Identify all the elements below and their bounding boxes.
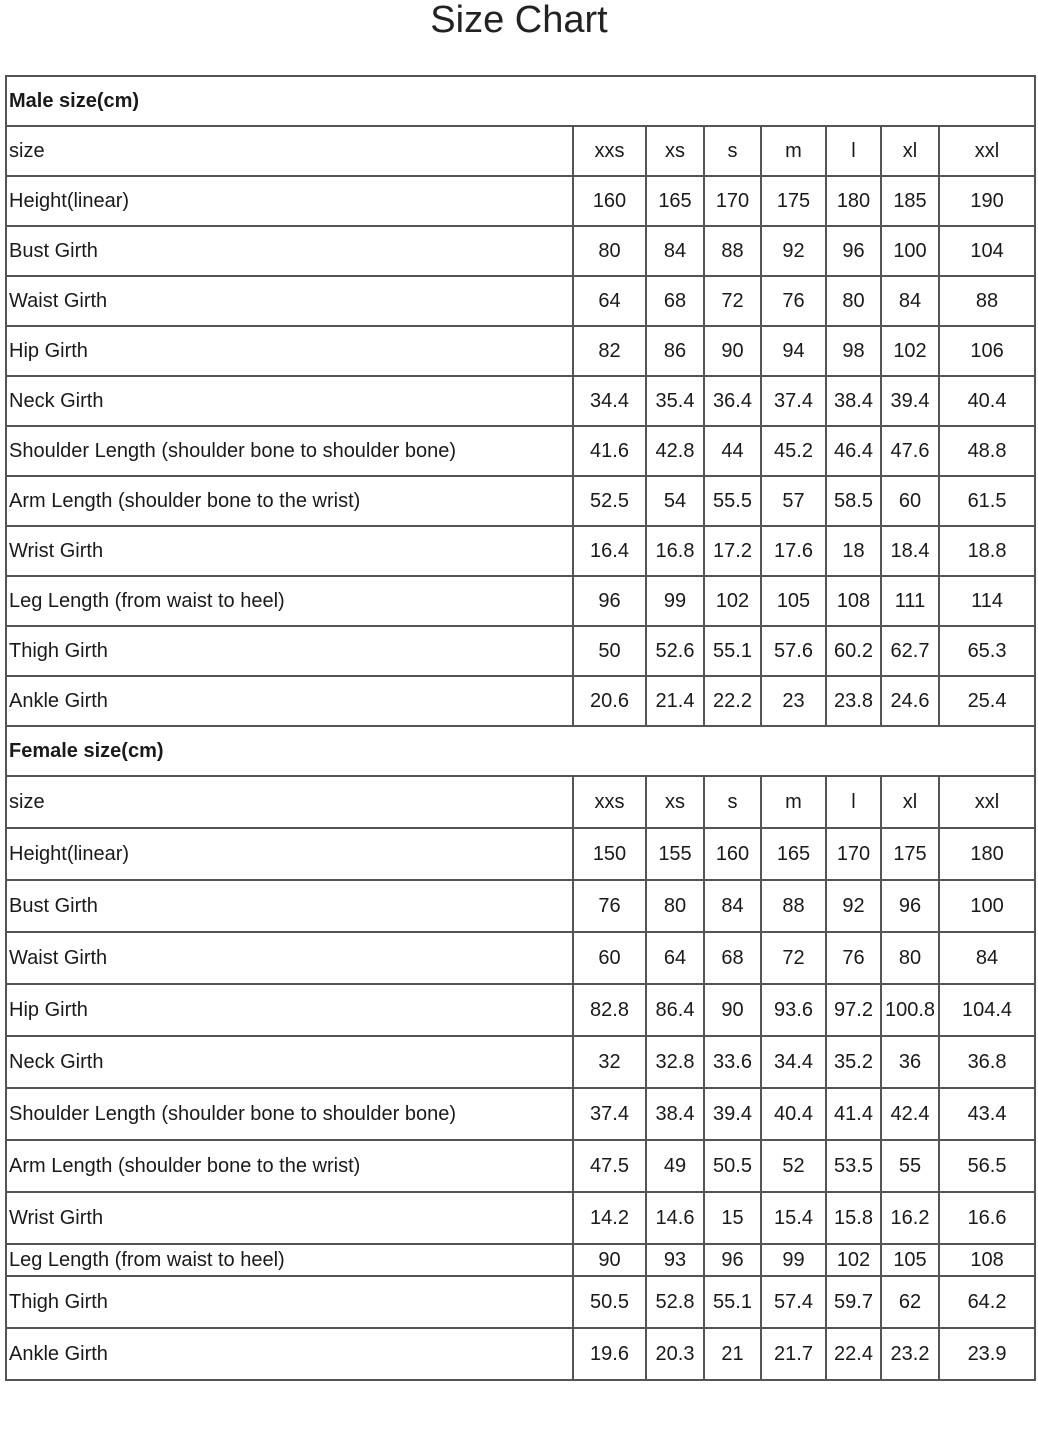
table-cell: 90 [573,1244,646,1276]
table-cell: 16.4 [573,526,646,576]
table-cell: 106 [939,326,1035,376]
table-cell: 90 [704,326,761,376]
table-cell: 22.2 [704,676,761,726]
table-cell: 170 [826,828,881,880]
table-cell: 100 [881,226,939,276]
table-row [6,880,1035,932]
table-cell: 57.6 [761,626,826,676]
table-row [6,828,1035,880]
table-cell: 99 [761,1244,826,1276]
table-cell: 14.2 [573,1192,646,1244]
row-label: Wrist Girth [6,1192,573,1244]
row-label: Hip Girth [6,984,573,1036]
table-cell: 76 [761,276,826,326]
size-header-cell: l [826,126,881,176]
table-cell: 52.5 [573,476,646,526]
table-cell: 62.7 [881,626,939,676]
table-cell: 155 [646,828,704,880]
row-label: Hip Girth [6,326,573,376]
table-cell: 65.3 [939,626,1035,676]
table-cell: 102 [881,326,939,376]
table-row [6,276,1035,326]
table-cell: 39.4 [704,1088,761,1140]
table-cell: 62 [881,1276,939,1328]
table-cell: 84 [646,226,704,276]
table-cell: 99 [646,576,704,626]
table-cell: 40.4 [761,1088,826,1140]
size-header-row [6,126,1035,176]
table-cell: 34.4 [761,1036,826,1088]
table-cell: 44 [704,426,761,476]
table-cell: 23.2 [881,1328,939,1380]
table-row [6,984,1035,1036]
table-cell: 39.4 [881,376,939,426]
table-row [6,1140,1035,1192]
table-cell: 84 [939,932,1035,984]
table-cell: 180 [939,828,1035,880]
table-cell: 21 [704,1328,761,1380]
table-cell: 68 [646,276,704,326]
size-chart-table [5,75,1036,1381]
table-cell: 36.8 [939,1036,1035,1088]
table-row [6,226,1035,276]
table-cell: 17.2 [704,526,761,576]
table-cell: 46.4 [826,426,881,476]
table-cell: 190 [939,176,1035,226]
table-cell: 90 [704,984,761,1036]
table-cell: 42.4 [881,1088,939,1140]
table-cell: 18 [826,526,881,576]
table-cell: 35.2 [826,1036,881,1088]
size-header-cell: s [704,126,761,176]
table-cell: 92 [761,226,826,276]
size-header-cell: s [704,776,761,828]
table-cell: 22.4 [826,1328,881,1380]
table-cell: 15.8 [826,1192,881,1244]
table-cell: 16.2 [881,1192,939,1244]
table-cell: 88 [761,880,826,932]
table-cell: 60.2 [826,626,881,676]
table-cell: 86.4 [646,984,704,1036]
table-cell: 96 [826,226,881,276]
table-cell: 175 [881,828,939,880]
table-cell: 80 [881,932,939,984]
table-cell: 102 [704,576,761,626]
size-header-cell: xxs [573,776,646,828]
table-cell: 53.5 [826,1140,881,1192]
size-header-cell: xl [881,126,939,176]
table-row [6,676,1035,726]
table-cell: 150 [573,828,646,880]
table-cell: 104 [939,226,1035,276]
table-cell: 50.5 [573,1276,646,1328]
table-cell: 57.4 [761,1276,826,1328]
table-cell: 64.2 [939,1276,1035,1328]
table-cell: 33.6 [704,1036,761,1088]
table-cell: 36 [881,1036,939,1088]
table-cell: 82 [573,326,646,376]
row-label: Bust Girth [6,880,573,932]
table-row [6,476,1035,526]
row-label: Thigh Girth [6,626,573,676]
size-header-row [6,776,1035,828]
table-cell: 100 [939,880,1035,932]
table-cell: 104.4 [939,984,1035,1036]
table-cell: 92 [826,880,881,932]
table-cell: 18.8 [939,526,1035,576]
table-cell: 180 [826,176,881,226]
table-cell: 50 [573,626,646,676]
table-cell: 55 [881,1140,939,1192]
table-cell: 35.4 [646,376,704,426]
table-cell: 88 [704,226,761,276]
table-cell: 16.6 [939,1192,1035,1244]
table-cell: 36.4 [704,376,761,426]
table-cell: 38.4 [826,376,881,426]
table-cell: 84 [881,276,939,326]
table-cell: 88 [939,276,1035,326]
table-cell: 59.7 [826,1276,881,1328]
table-cell: 49 [646,1140,704,1192]
table-cell: 41.4 [826,1088,881,1140]
size-header-cell: l [826,776,881,828]
table-cell: 80 [646,880,704,932]
table-cell: 47.5 [573,1140,646,1192]
row-label: Ankle Girth [6,676,573,726]
table-cell: 42.8 [646,426,704,476]
table-cell: 25.4 [939,676,1035,726]
table-row [6,1192,1035,1244]
size-header-cell: m [761,126,826,176]
table-cell: 15.4 [761,1192,826,1244]
table-cell: 114 [939,576,1035,626]
table-row [6,1088,1035,1140]
table-cell: 61.5 [939,476,1035,526]
row-label: Height(linear) [6,828,573,880]
table-cell: 64 [646,932,704,984]
size-header-cell: xxl [939,126,1035,176]
section-header-row [6,76,1035,126]
table-cell: 160 [704,828,761,880]
table-cell: 52 [761,1140,826,1192]
table-cell: 55.5 [704,476,761,526]
table-cell: 37.4 [573,1088,646,1140]
table-cell: 105 [881,1244,939,1276]
table-cell: 72 [761,932,826,984]
table-cell: 96 [704,1244,761,1276]
table-cell: 175 [761,176,826,226]
table-cell: 76 [826,932,881,984]
row-label: Leg Length (from waist to heel) [6,1244,573,1276]
table-cell: 94 [761,326,826,376]
table-row [6,426,1035,476]
row-label: Arm Length (shoulder bone to the wrist) [6,476,573,526]
row-label: Shoulder Length (shoulder bone to shoulder bone) [6,1088,573,1140]
table-row [6,326,1035,376]
size-header-cell: m [761,776,826,828]
table-cell: 96 [881,880,939,932]
table-cell: 16.8 [646,526,704,576]
table-cell: 19.6 [573,1328,646,1380]
row-label: Bust Girth [6,226,573,276]
table-row [6,526,1035,576]
row-label: Waist Girth [6,932,573,984]
table-cell: 64 [573,276,646,326]
table-cell: 41.6 [573,426,646,476]
table-cell: 17.6 [761,526,826,576]
table-row [6,626,1035,676]
table-row [6,1244,1035,1276]
row-label: Height(linear) [6,176,573,226]
size-header-cell: xs [646,126,704,176]
size-header-cell: xxs [573,126,646,176]
table-row [6,1036,1035,1088]
table-cell: 21.7 [761,1328,826,1380]
table-cell: 185 [881,176,939,226]
table-cell: 68 [704,932,761,984]
table-cell: 34.4 [573,376,646,426]
row-label: Leg Length (from waist to heel) [6,576,573,626]
table-cell: 37.4 [761,376,826,426]
table-cell: 58.5 [826,476,881,526]
table-cell: 20.3 [646,1328,704,1380]
table-cell: 93 [646,1244,704,1276]
row-label: Arm Length (shoulder bone to the wrist) [6,1140,573,1192]
table-cell: 55.1 [704,1276,761,1328]
table-cell: 15 [704,1192,761,1244]
table-cell: 60 [573,932,646,984]
table-cell: 60 [881,476,939,526]
table-cell: 20.6 [573,676,646,726]
table-cell: 38.4 [646,1088,704,1140]
section-heading: Female size(cm) [6,726,1035,776]
table-row [6,1328,1035,1380]
table-row [6,576,1035,626]
row-label: Neck Girth [6,376,573,426]
table-cell: 93.6 [761,984,826,1036]
table-cell: 52.8 [646,1276,704,1328]
table-row [6,376,1035,426]
size-header-cell: xs [646,776,704,828]
table-cell: 84 [704,880,761,932]
table-cell: 23 [761,676,826,726]
table-cell: 165 [646,176,704,226]
table-cell: 52.6 [646,626,704,676]
table-cell: 57 [761,476,826,526]
size-header-cell: xxl [939,776,1035,828]
table-cell: 76 [573,880,646,932]
table-cell: 54 [646,476,704,526]
table-cell: 21.4 [646,676,704,726]
table-cell: 32.8 [646,1036,704,1088]
section-header-row [6,726,1035,776]
table-cell: 40.4 [939,376,1035,426]
row-label: Shoulder Length (shoulder bone to shoulder bone) [6,426,573,476]
table-cell: 97.2 [826,984,881,1036]
table-cell: 86 [646,326,704,376]
table-cell: 170 [704,176,761,226]
section-heading: Male size(cm) [6,76,1035,126]
table-cell: 14.6 [646,1192,704,1244]
table-cell: 165 [761,828,826,880]
table-cell: 108 [939,1244,1035,1276]
row-label: Neck Girth [6,1036,573,1088]
table-cell: 80 [573,226,646,276]
table-cell: 100.8 [881,984,939,1036]
table-cell: 111 [881,576,939,626]
table-cell: 82.8 [573,984,646,1036]
table-cell: 55.1 [704,626,761,676]
table-row [6,932,1035,984]
table-cell: 18.4 [881,526,939,576]
table-cell: 108 [826,576,881,626]
table-cell: 43.4 [939,1088,1035,1140]
table-cell: 48.8 [939,426,1035,476]
table-cell: 102 [826,1244,881,1276]
table-cell: 72 [704,276,761,326]
table-cell: 45.2 [761,426,826,476]
table-cell: 98 [826,326,881,376]
row-label: Wrist Girth [6,526,573,576]
table-row [6,176,1035,226]
column-header-label: size [6,776,573,828]
table-cell: 24.6 [881,676,939,726]
table-row [6,1276,1035,1328]
row-label: Ankle Girth [6,1328,573,1380]
table-cell: 32 [573,1036,646,1088]
size-header-cell: xl [881,776,939,828]
table-cell: 56.5 [939,1140,1035,1192]
table-cell: 80 [826,276,881,326]
row-label: Thigh Girth [6,1276,573,1328]
table-cell: 160 [573,176,646,226]
table-cell: 23.9 [939,1328,1035,1380]
page-title: Size Chart [430,0,608,41]
row-label: Waist Girth [6,276,573,326]
table-cell: 47.6 [881,426,939,476]
table-cell: 23.8 [826,676,881,726]
column-header-label: size [6,126,573,176]
table-cell: 96 [573,576,646,626]
table-cell: 105 [761,576,826,626]
table-cell: 50.5 [704,1140,761,1192]
